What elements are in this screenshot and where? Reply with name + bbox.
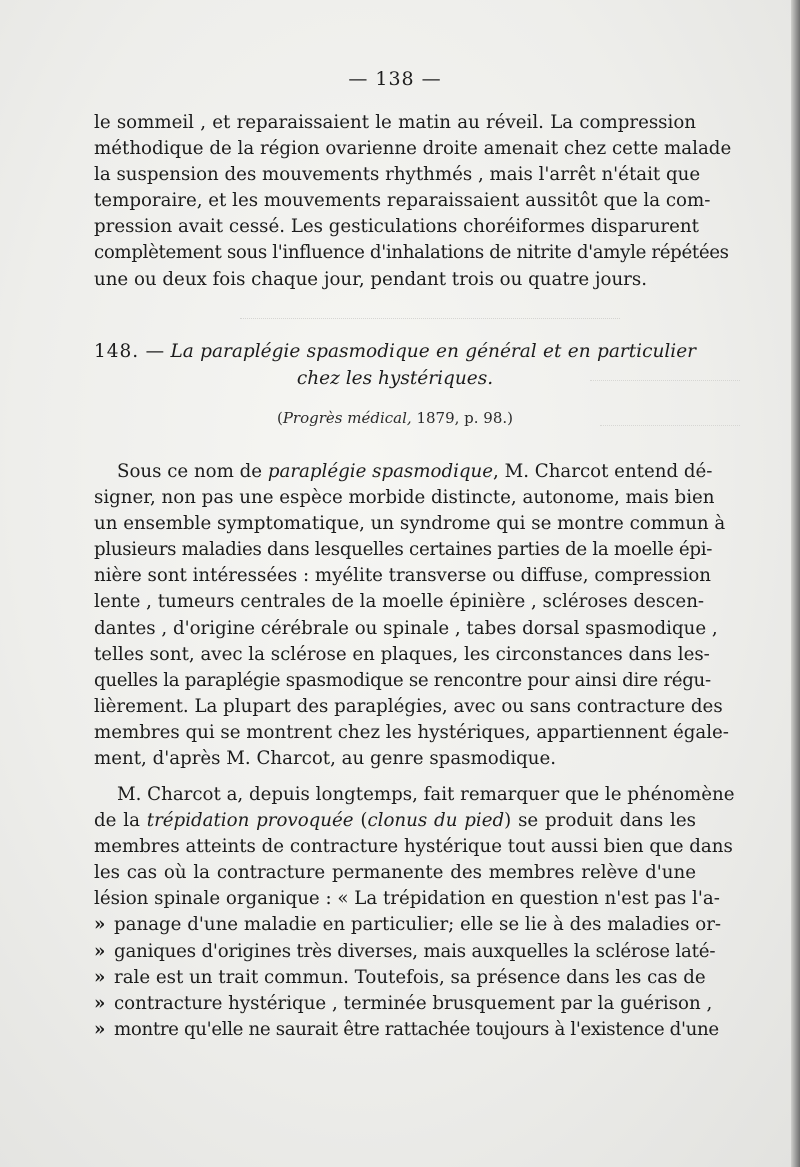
text-run: ) se produit dans les (504, 810, 696, 832)
quote-mark: » (94, 966, 106, 988)
text-line: ment, d'après M. Charcot, au genre spasmodique. (94, 748, 557, 770)
quote-mark: » (94, 992, 106, 1014)
section-number: 148. (94, 341, 140, 362)
text-run: ( (353, 810, 368, 832)
text-line: lièrement. La plupart des paraplégies, avec ou sans contracture des (94, 695, 723, 717)
quote-line (94, 991, 713, 1017)
heading-title-line-2: chez les hystériques. (296, 368, 494, 389)
text-line: dantes , d'origine cérébrale ou spinale , tabes dorsal spasmodique , (94, 617, 718, 639)
text-line: la suspension des mouvements rhythmés , mais l'arrêt n'était que (94, 164, 701, 186)
text-line: pression avait cessé. Les gesticulations choréiformes disparurent (94, 216, 699, 238)
quote-text: contracture hystérique , terminée brusquement par la guérison , (114, 992, 713, 1014)
quote-text: ganiques d'origines très diverses, mais auxquelles la sclérose laté- (114, 940, 716, 962)
text-run: de la (94, 810, 147, 832)
quote-line (94, 1017, 719, 1043)
text-line: M. Charcot a, depuis longtemps, fait remarquer que le phénomène (117, 784, 735, 805)
citation-details: 1879, p. 98.) (411, 409, 513, 427)
text-line (94, 808, 696, 834)
quote-text: montre qu'elle ne saurait être rattachée toujours à l'existence d'une (114, 1018, 719, 1040)
text-line: un ensemble symptomatique, un syndrome qui se montre commun à (94, 513, 726, 535)
text-line (94, 459, 713, 485)
text-line: membres atteints de contracture hystérique tout aussi bien que dans (94, 836, 733, 858)
text-run-italic: trépidation provoquée (146, 810, 354, 832)
text-line: méthodique de la région ovarienne droite amenait chez cette malade (94, 138, 732, 160)
quote-text: rale est un trait commun. Toutefois, sa présence dans les cas de (114, 966, 706, 988)
heading-title: La paraplégie spasmodique en général et en particulier (170, 341, 696, 362)
paragraph-intro (94, 110, 732, 293)
paragraph-trepidation (94, 782, 735, 1043)
text-line: nière sont intéressées : myélite transverse ou diffuse, compression (94, 565, 711, 587)
heading-dash: — (145, 341, 165, 362)
citation (0, 409, 790, 427)
text-run: Sous ce nom de (117, 461, 268, 482)
page-number: — 138 — (348, 68, 442, 90)
citation-journal: Progrès médical, (282, 409, 412, 427)
quote-line (94, 912, 722, 938)
quote-mark: » (94, 1018, 106, 1040)
text-run-italic: clonus du pied (367, 810, 505, 832)
quote-text: panage d'une maladie en particulier; elle se lie à des maladies or- (114, 914, 722, 936)
text-line: telles sont, avec la sclérose en plaques, les circonstances dans les- (94, 643, 710, 665)
quote-mark: » (94, 940, 106, 962)
text-run: , M. Charcot entend dé- (493, 461, 713, 482)
text-line: lente , tumeurs centrales de la moelle épinière , scléroses descen- (94, 591, 705, 613)
text-line: plusieurs maladies dans lesquelles certaines parties de la moelle épi- (94, 539, 713, 561)
text-line: membres qui se montrent chez les hystériques, appartiennent égale- (94, 721, 729, 743)
quote-mark: » (94, 914, 106, 936)
text-line: une ou deux fois chaque jour, pendant trois ou quatre jours. (94, 268, 647, 290)
text-line: les cas où la contracture permanente des membres relève d'une (94, 862, 696, 884)
citation-open: ( (276, 409, 283, 427)
heading-line-1 (94, 338, 696, 365)
text-line: lésion spinale organique : « La trépidation en question n'est pas l'a- (94, 888, 720, 910)
paragraph-definition (94, 459, 729, 772)
text-run-italic: paraplégie spasmodique (267, 461, 494, 482)
text-line: le sommeil , et reparaissaient le matin au réveil. La compression (94, 112, 696, 133)
quote-line (94, 939, 716, 965)
bleed-through-mark (240, 318, 620, 327)
section-heading (94, 338, 696, 392)
quote-line (94, 965, 706, 991)
text-line: complètement sous l'influence d'inhalations de nitrite d'amyle répétées (94, 242, 729, 264)
page-edge-shadow (791, 0, 800, 1167)
text-line: temporaire, et les mouvements reparaissaient aussitôt que la com- (94, 190, 711, 212)
text-line: signer, non pas une espèce morbide distincte, autonome, mais bien (94, 487, 715, 509)
text-line: quelles la paraplégie spasmodique se rencontre pour ainsi dire régu- (94, 669, 711, 691)
